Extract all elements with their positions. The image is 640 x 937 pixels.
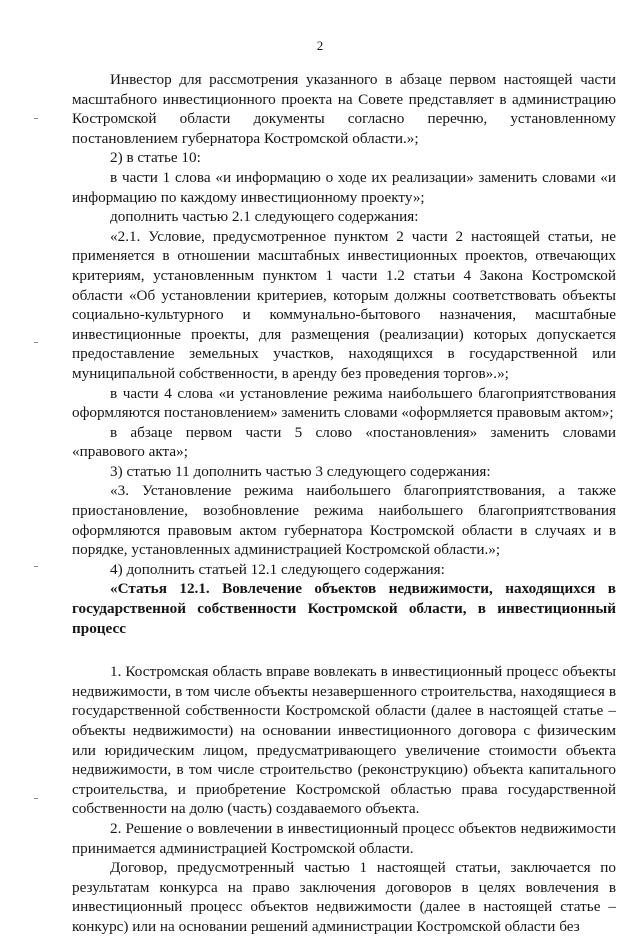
margin-mark: [34, 798, 38, 799]
margin-mark: [34, 566, 38, 567]
margin-mark: [34, 342, 38, 343]
paragraph: в части 1 слова «и информацию о ходе их реализации» заменить словами «и информацию по каждому инвестиционному проекту»;: [72, 168, 616, 206]
paragraph: «3. Установление режима наибольшего благоприятствования, а также приостановление, возобновление режима наибольшего благоприятствования оформляются правовым актом губернатора Костромской области в случаях и в порядке, установленных администрацией Костромской области.»;: [72, 482, 616, 559]
article-paragraph: 1. Костромская область вправе вовлекать в инвестиционный процесс объекты недвижимости, в том числе объекты незавершенного строительства, находящиеся в государственной собственности Костромской области (далее в настоящей статье – объекты недвижимости) на основании инвестиционного договора с физическим или юридическим лицом, предусматривающего увеличение стоимости объекта недвижимости, в том числе строительство (реконструкцию) объекта капитального строительства, и приобретение Костромской областью права государственной собственности на долю (часть) создаваемого объекта.: [72, 663, 616, 818]
paragraph: 4) дополнить статьей 12.1 следующего содержания:: [110, 560, 445, 578]
document-body: [72, 70, 616, 937]
paragraph: в части 4 слова «и установление режима наибольшего благоприятствования оформляются постановлением» заменить словами «оформляется правовым актом»;: [72, 384, 616, 422]
article-paragraph: Договор, предусмотренный частью 1 настоящей статьи, заключается по результатам конкурса на право заключения договоров в целях вовлечения в инвестиционный процесс объектов недвижимости (далее в настоящей статье – конкурс) или на основании решений администрации Костромской области без: [72, 859, 616, 935]
paragraph: «2.1. Условие, предусмотренное пунктом 2 части 2 настоящей статьи, не применяется в отношении масштабных инвестиционных проектов, отвечающих критериям, установленным пунктом 1 части 1.2 статьи 4 Закона Костромской области «Об установлении критериев, которым должны соответствовать объекты социально-культурного и коммунально-бытового назначения, масштабные инвестиционные проекты, для размещения (реализации) которых допускается предоставление земельных участков, находящихся в государственной или муниципальной собственности, в аренду без проведения торгов».»;: [72, 227, 616, 382]
paragraph: Инвестор для рассмотрения указанного в абзаце первом настоящей части масштабного инвестиционного проекта на Совете представляет в администрацию Костромской области документы согласно перечню, установленному постановлением губернатора Костромской области.»;: [72, 71, 616, 147]
article-heading: «Статья 12.1. Вовлечение объектов недвижимости, находящихся в государственной собственности Костромской области, в инвестиционный процесс: [72, 580, 616, 637]
paragraph: в абзаце первом части 5 слово «постановления» заменить словами «правового акта»;: [72, 423, 616, 461]
article-paragraph: 2. Решение о вовлечении в инвестиционный процесс объектов недвижимости принимается администрацией Костромской области.: [72, 819, 616, 857]
paragraph: дополнить частью 2.1 следующего содержания:: [110, 208, 419, 226]
page-number: 2: [316, 38, 324, 53]
margin-mark: [34, 118, 38, 119]
paragraph: 2) в статье 10:: [110, 149, 201, 167]
section-spacer: [72, 638, 616, 662]
paragraph: 3) статью 11 дополнить частью 3 следующего содержания:: [110, 462, 491, 480]
